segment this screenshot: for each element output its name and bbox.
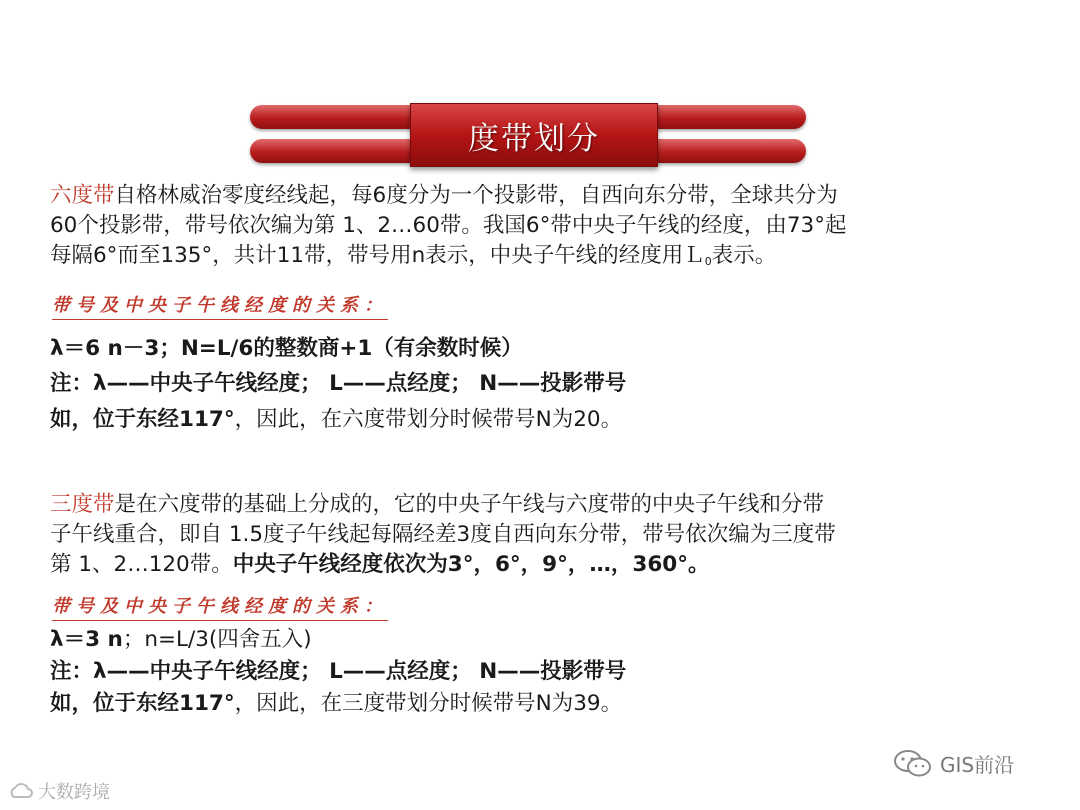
six-formula: λ＝6 n－3；N=L/6的整数商+1（有余数时候） bbox=[50, 336, 523, 361]
three-degree-paragraph bbox=[50, 490, 1040, 580]
three-note: 注：λ——中央子午线经度； L——点经度； N——投影带号 bbox=[50, 659, 627, 684]
six-degree-term: 六度带 bbox=[50, 183, 115, 208]
three-formula-bold: λ＝3 n bbox=[50, 627, 123, 652]
three-formula bbox=[50, 622, 312, 653]
gis-watermark bbox=[892, 748, 1014, 778]
six-relation-heading: 带号及中央子午线经度的关系： bbox=[52, 291, 388, 320]
three-formula-rest: ；n=L/3(四舍五入) bbox=[122, 627, 312, 652]
six-line-3 bbox=[50, 241, 1040, 277]
six-example-rest: ，因此，在六度带划分时候带号N为20。 bbox=[234, 407, 623, 432]
title-banner bbox=[250, 103, 806, 165]
three-example-bold: 如，位于东经117° bbox=[50, 691, 235, 716]
title-box bbox=[410, 103, 658, 167]
six-line-1 bbox=[50, 181, 1040, 211]
three-line-1 bbox=[50, 490, 1040, 520]
wechat-icon bbox=[892, 748, 934, 778]
three-relation-heading: 带号及中央子午线经度的关系： bbox=[52, 592, 388, 621]
six-text-3: 每隔6°而至135°，共计11带，带号用n表示，中央子午线的经度用Ｌ bbox=[50, 243, 705, 268]
gis-watermark-text: GIS前沿 bbox=[940, 752, 1015, 777]
bottom-left-watermark-text: 大数跨境 bbox=[38, 782, 110, 803]
three-line-2: 子午线重合，即自 1.5度子午线起每隔经差3度自西向东分带，带号依次编为三度带 bbox=[50, 522, 836, 547]
six-text-3-end: 表示。 bbox=[711, 243, 777, 268]
three-degree-term: 三度带 bbox=[50, 492, 115, 517]
bottom-left-watermark bbox=[8, 778, 110, 804]
page-title: 度带划分 bbox=[468, 120, 600, 157]
six-note: 注：λ——中央子午线经度； L——点经度； N——投影带号 bbox=[50, 371, 627, 396]
six-degree-paragraph bbox=[50, 181, 1040, 277]
three-text-3b: 中央子午线经度依次为3°，6°，9°，…，360°。 bbox=[232, 552, 710, 577]
three-example-rest: ，因此，在三度带划分时候带号N为39。 bbox=[234, 691, 623, 716]
three-example bbox=[50, 686, 622, 717]
six-text-1: 自格林威治零度经线起，每6度分为一个投影带，自西向东分带，全球共分为 bbox=[114, 183, 838, 208]
three-text-3a: 第 1、2…120带。 bbox=[50, 552, 233, 577]
l0-subscript: 0 bbox=[704, 255, 712, 268]
six-line-2: 60个投影带，带号依次编为第 1、2…60带。我国6°带中央子午线的经度，由73°起 bbox=[50, 213, 847, 238]
six-example-bold: 如，位于东经117° bbox=[50, 407, 235, 432]
cloud-logo-icon bbox=[8, 782, 34, 800]
three-text-1: 是在六度带的基础上分成的，它的中央子午线与六度带的中央子午线和分带 bbox=[114, 492, 825, 517]
six-example bbox=[50, 402, 622, 433]
three-line-3 bbox=[50, 550, 1040, 580]
